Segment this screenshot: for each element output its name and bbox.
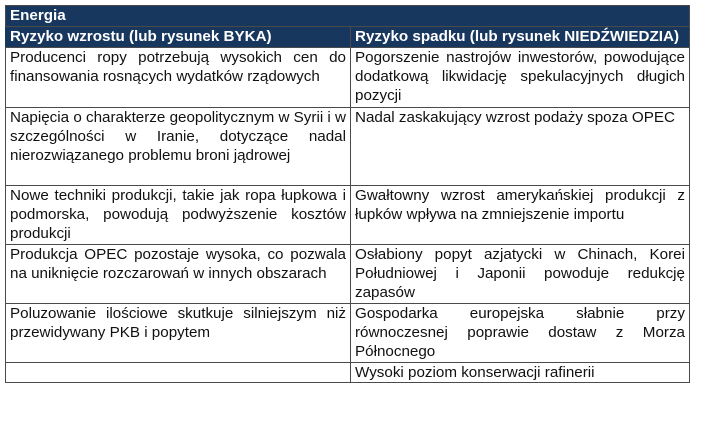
bear-risk-header: Ryzyko spadku (lub rysunek NIEDŹWIEDZIA) [351, 27, 690, 48]
bull-risk-cell-empty [6, 363, 351, 383]
table-row [6, 48, 690, 108]
bull-risk-header: Ryzyko wzrostu (lub rysunek BYKA) [6, 27, 351, 48]
energy-risk-table [5, 5, 690, 383]
bull-risk-cell: Produkcja OPEC pozostaje wysoka, co pozwala na uniknięcie rozczarowań w innych obszarach [6, 245, 351, 304]
table-row [6, 108, 690, 186]
bull-risk-cell: Nowe techniki produkcji, takie jak ropa łupkowa i podmorska, powodują podwyższenie kosztów produkcji [6, 186, 351, 245]
bull-risk-cell: Poluzowanie ilościowe skutkuje silniejszym niż przewidywany PKB i popytem [6, 304, 351, 363]
bull-risk-cell: Napięcia o charakterze geopolitycznym w Syrii i w szczególności w Iranie, dotyczące nadal nierozwiązanego problemu broni jądrowej [6, 108, 351, 186]
table-header-row [6, 27, 690, 48]
bear-risk-cell: Gospodarka europejska słabnie przy równoczesnej poprawie dostaw z Morza Północnego [351, 304, 690, 363]
table-row [6, 186, 690, 245]
bear-risk-cell: Osłabiony popyt azjatycki w Chinach, Korei Południowej i Japonii powoduje redukcję zapasów [351, 245, 690, 304]
table-row [6, 363, 690, 383]
table-row [6, 304, 690, 363]
table-title: Energia [6, 6, 690, 27]
bear-risk-cell: Wysoki poziom konserwacji rafinerii [351, 363, 690, 383]
bear-risk-cell: Pogorszenie nastrojów inwestorów, powodujące dodatkową likwidację spekulacyjnych długich pozycji [351, 48, 690, 108]
bull-risk-cell: Producenci ropy potrzebują wysokich cen do finansowania rosnących wydatków rządowych [6, 48, 351, 108]
bear-risk-cell: Nadal zaskakujący wzrost podaży spoza OPEC [351, 108, 690, 186]
bear-risk-cell: Gwałtowny wzrost amerykańskiej produkcji z łupków wpływa na zmniejszenie importu [351, 186, 690, 245]
table-title-row [6, 6, 690, 27]
table-row [6, 245, 690, 304]
